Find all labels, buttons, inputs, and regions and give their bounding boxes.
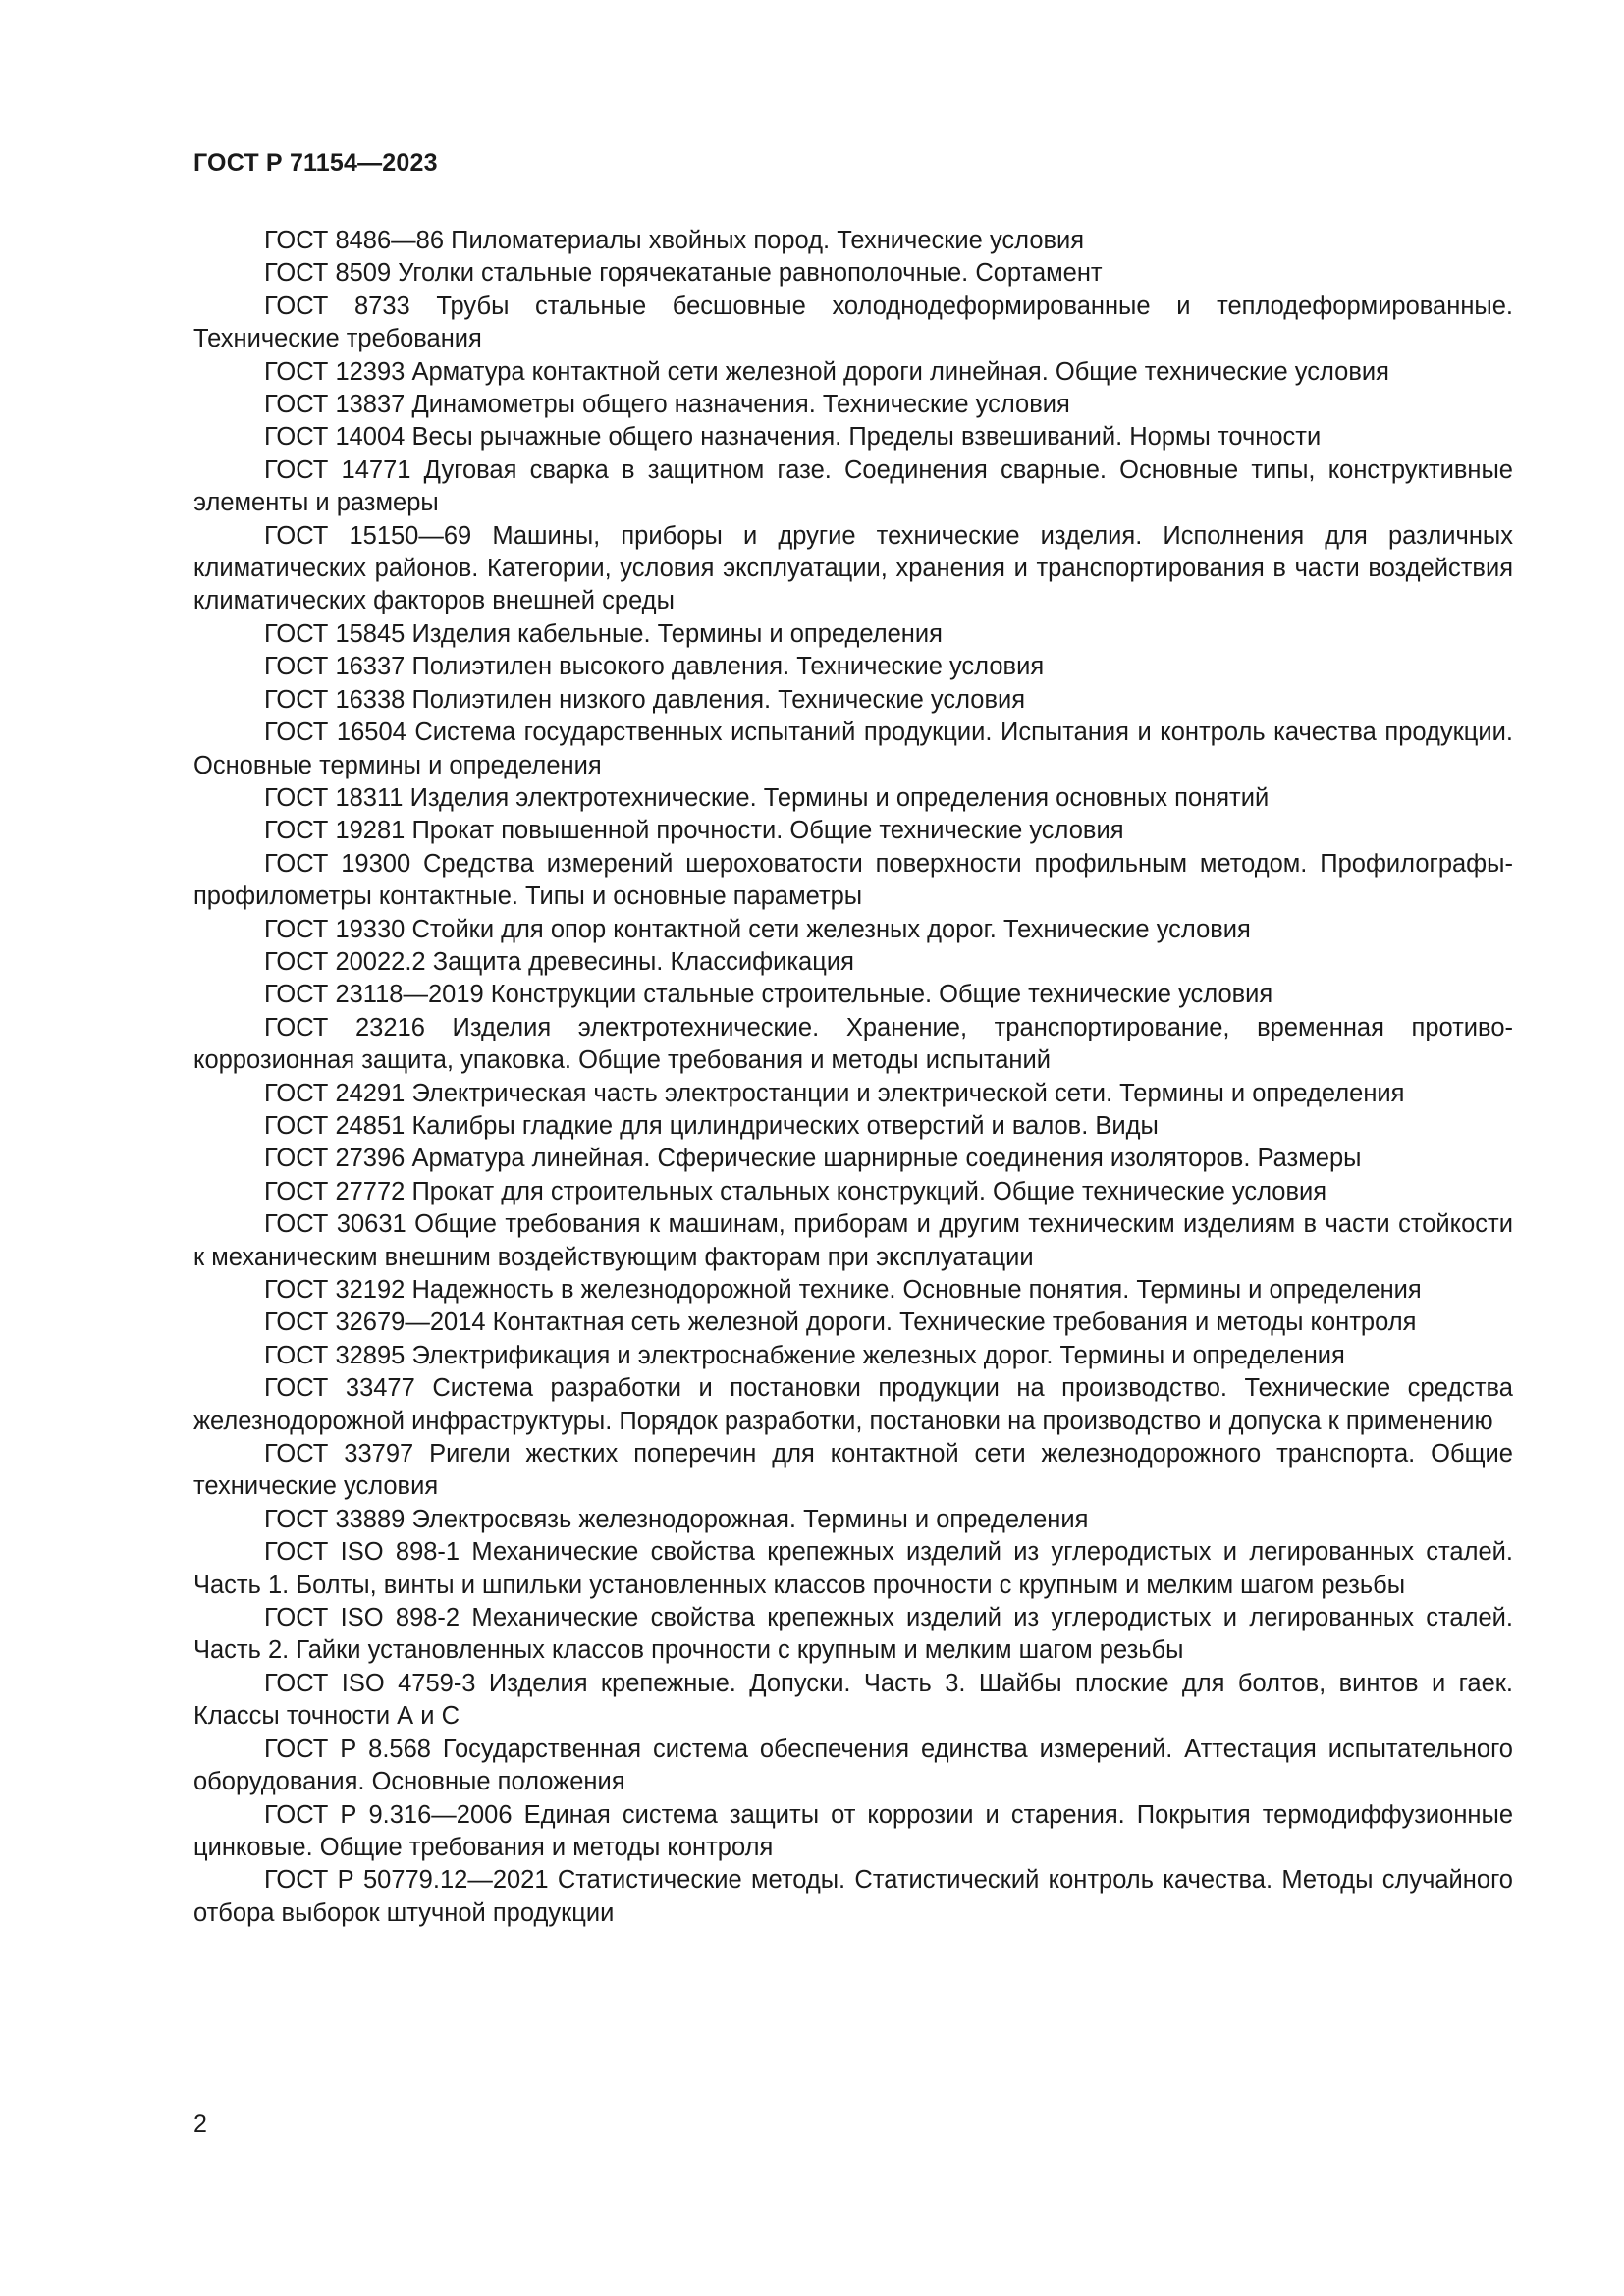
reference-item [193, 979, 1513, 1011]
reference-code: ГОСТ 30631 [264, 1210, 406, 1239]
reference-item [193, 946, 1513, 979]
reference-title: Изделия кабельные. Термины и определения [411, 619, 943, 648]
reference-code: ГОСТ ISO 898-1 [264, 1538, 460, 1567]
reference-item [193, 651, 1513, 683]
reference-code: ГОСТ 33797 [264, 1440, 414, 1468]
reference-item [193, 717, 1513, 782]
reference-code: ГОСТ 19330 [264, 915, 406, 943]
reference-item [193, 1734, 1513, 1799]
reference-item [193, 1307, 1513, 1339]
reference-item [193, 1602, 1513, 1668]
document-header: ГОСТ Р 71154—2023 [193, 149, 438, 177]
reference-item [193, 389, 1513, 421]
reference-item [193, 454, 1513, 520]
reference-title: Государственная система обеспечения единства измерений. Аттестация испытательного оборудования. Основные положения [193, 1735, 1513, 1796]
reference-item [193, 1143, 1513, 1175]
reference-item [193, 914, 1513, 946]
reference-title: Трубы стальные бесшовные холоднодеформированные и теплодеформированные. Технические требования [193, 292, 1514, 353]
reference-item [193, 421, 1513, 454]
reference-title: Полиэтилен высокого давления. Технические условия [411, 653, 1045, 681]
reference-item [193, 1438, 1513, 1504]
reference-code: ГОСТ ISO 898-2 [264, 1604, 460, 1632]
reference-title: Контактная сеть железной дороги. Технические требования и методы контроля [492, 1308, 1417, 1337]
reference-title: Дуговая сварка в защитном газе. Соединения сварные. Основные типы, конструктивные элементы и размеры [193, 455, 1513, 517]
reference-code: ГОСТ 33889 [264, 1505, 406, 1533]
reference-code: ГОСТ Р 50779.12—2021 [264, 1866, 549, 1895]
reference-item [193, 815, 1513, 847]
reference-code: ГОСТ 24291 [264, 1079, 406, 1107]
reference-title: Калибры гладкие для цилиндрических отверстий и валов. Виды [411, 1111, 1159, 1140]
reference-code: ГОСТ 23118—2019 [264, 981, 484, 1009]
reference-code: ГОСТ 14004 [264, 423, 406, 452]
reference-item [193, 1799, 1513, 1865]
reference-item [193, 1208, 1513, 1274]
reference-code: ГОСТ 12393 [264, 357, 406, 386]
reference-code: ГОСТ 19300 [264, 849, 411, 878]
reference-item [193, 1372, 1513, 1438]
reference-title: Общие требования к машинам, приборам и другим техническим изделиям в части стойкости к механическим внешним воздействующим факторам при эксплуатации [193, 1210, 1513, 1271]
reference-code: ГОСТ Р 9.316—2006 [264, 1800, 513, 1829]
reference-item [193, 618, 1513, 651]
page-number: 2 [193, 2110, 207, 2138]
reference-code: ГОСТ 13837 [264, 391, 406, 419]
reference-title: Электрификация и электроснабжение железных дорог. Термины и определения [411, 1341, 1345, 1369]
reference-item [193, 1668, 1513, 1734]
reference-code: ГОСТ 8486—86 [264, 227, 445, 254]
reference-code: ГОСТ Р 8.568 [264, 1735, 431, 1763]
reference-item [193, 257, 1513, 290]
reference-code: ГОСТ 16338 [264, 685, 406, 714]
reference-code: ГОСТ 16504 [264, 719, 406, 747]
reference-title: Система разработки и постановки продукции на производство. Технические средства железнодорожной инфраструктуры. Порядок разработки, постановки на производство и допуска к применению [193, 1374, 1513, 1435]
reference-item [193, 520, 1513, 618]
reference-code: ГОСТ 14771 [264, 455, 411, 484]
reference-item [193, 1536, 1513, 1602]
reference-item [193, 782, 1513, 815]
reference-item [193, 1274, 1513, 1307]
reference-item [193, 356, 1513, 389]
reference-code: ГОСТ 20022.2 [264, 947, 426, 976]
reference-title: Пиломатериалы хвойных пород. Технические условия [451, 227, 1085, 254]
reference-code: ГОСТ 33477 [264, 1374, 415, 1403]
reference-title: Машины, приборы и другие технические изделия. Исполнения для различных климатических районов. Категории, условия эксплуатации, хранения и транспортирования в части воздействия климатических факторов внешней среды [193, 521, 1513, 615]
reference-item [193, 1078, 1513, 1110]
reference-item [193, 1176, 1513, 1208]
reference-title: Электрическая часть электростанции и электрической сети. Термины и определения [411, 1079, 1405, 1107]
reference-title: Статистические методы. Статистический контроль качества. Методы случайного отбора выборок штучной продукции [193, 1866, 1513, 1927]
reference-code: ГОСТ 27396 [264, 1145, 406, 1173]
reference-item [193, 1504, 1513, 1536]
reference-title: Ригели жестких поперечин для контактной сети железнодорожного транспорта. Общие технические условия [193, 1440, 1513, 1501]
reference-title: Полиэтилен низкого давления. Технические условия [411, 685, 1026, 714]
reference-code: ГОСТ 15845 [264, 619, 406, 648]
reference-item [193, 1864, 1513, 1930]
reference-code: ГОСТ 32192 [264, 1276, 406, 1304]
reference-code: ГОСТ 8509 [264, 259, 392, 288]
reference-code: ГОСТ 15150—69 [264, 521, 472, 550]
reference-title: Система государственных испытаний продукции. Испытания и контроль качества продукции. Основные термины и определения [193, 719, 1513, 779]
reference-title: Уголки стальные горячекатаные равнополочные. Сортамент [398, 259, 1103, 288]
reference-title: Единая система защиты от коррозии и старения. Покрытия термодиффузионные цинковые. Общие требования и методы контроля [193, 1800, 1513, 1861]
reference-title: Средства измерений шероховатости поверхности профильным методом. Профилографы-профилометры контактные. Типы и основные параметры [193, 849, 1513, 911]
reference-code: ГОСТ 16337 [264, 653, 406, 681]
reference-code: ГОСТ 23216 [264, 1013, 425, 1041]
reference-title: Прокат повышенной прочности. Общие технические условия [411, 817, 1124, 845]
reference-code: ГОСТ 19281 [264, 817, 406, 845]
reference-item [193, 684, 1513, 717]
reference-title: Арматура линейная. Сферические шарнирные соединения изоляторов. Размеры [411, 1145, 1362, 1173]
reference-code: ГОСТ 27772 [264, 1177, 406, 1205]
reference-title: Изделия крепежные. Допуски. Часть 3. Шайбы плоские для болтов, винтов и гаек. Классы точности А и С [193, 1669, 1513, 1731]
reference-code: ГОСТ ISO 4759-3 [264, 1669, 476, 1697]
reference-code: ГОСТ 8733 [264, 292, 410, 320]
reference-title: Конструкции стальные строительные. Общие технические условия [490, 981, 1273, 1009]
reference-title: Изделия электротехнические. Хранение, транспортирование, временная противокоррозионная защита, упаковка. Общие требования и методы испытаний [193, 1013, 1513, 1075]
reference-title: Динамометры общего назначения. Технические условия [411, 391, 1070, 419]
reference-code: ГОСТ 18311 [264, 783, 404, 812]
reference-title: Прокат для строительных стальных конструкций. Общие технические условия [411, 1177, 1327, 1205]
reference-item [193, 291, 1513, 356]
reference-code: ГОСТ 32679—2014 [264, 1308, 486, 1337]
normative-references-list [193, 225, 1513, 1930]
reference-title: Защита древесины. Классификация [432, 947, 854, 976]
reference-title: Весы рычажные общего назначения. Пределы взвешиваний. Нормы точности [411, 423, 1322, 452]
reference-code: ГОСТ 24851 [264, 1111, 406, 1140]
reference-item [193, 1340, 1513, 1372]
reference-item [193, 1110, 1513, 1143]
reference-item [193, 1012, 1513, 1078]
reference-title: Механические свойства крепежных изделий из углеродистых и легированных сталей. Часть 1. Болты, винты и шпильки установленных классов прочности с крупным и мелким шагом резьбы [193, 1538, 1513, 1599]
reference-title: Арматура контактной сети железной дороги линейная. Общие технические условия [411, 357, 1389, 386]
reference-item [193, 225, 1513, 257]
reference-code: ГОСТ 32895 [264, 1341, 406, 1369]
reference-title: Надежность в железнодорожной технике. Основные понятия. Термины и определения [411, 1276, 1422, 1304]
reference-title: Механические свойства крепежных изделий из углеродистых и легированных сталей. Часть 2. Гайки установленных классов прочности с крупным и мелким шагом резьбы [193, 1604, 1513, 1665]
reference-title: Электросвязь железнодорожная. Термины и определения [411, 1505, 1089, 1533]
reference-title: Стойки для опор контактной сети железных дорог. Технические условия [411, 915, 1251, 943]
reference-title: Изделия электротехнические. Термины и определения основных понятий [409, 783, 1270, 812]
reference-item [193, 848, 1513, 914]
